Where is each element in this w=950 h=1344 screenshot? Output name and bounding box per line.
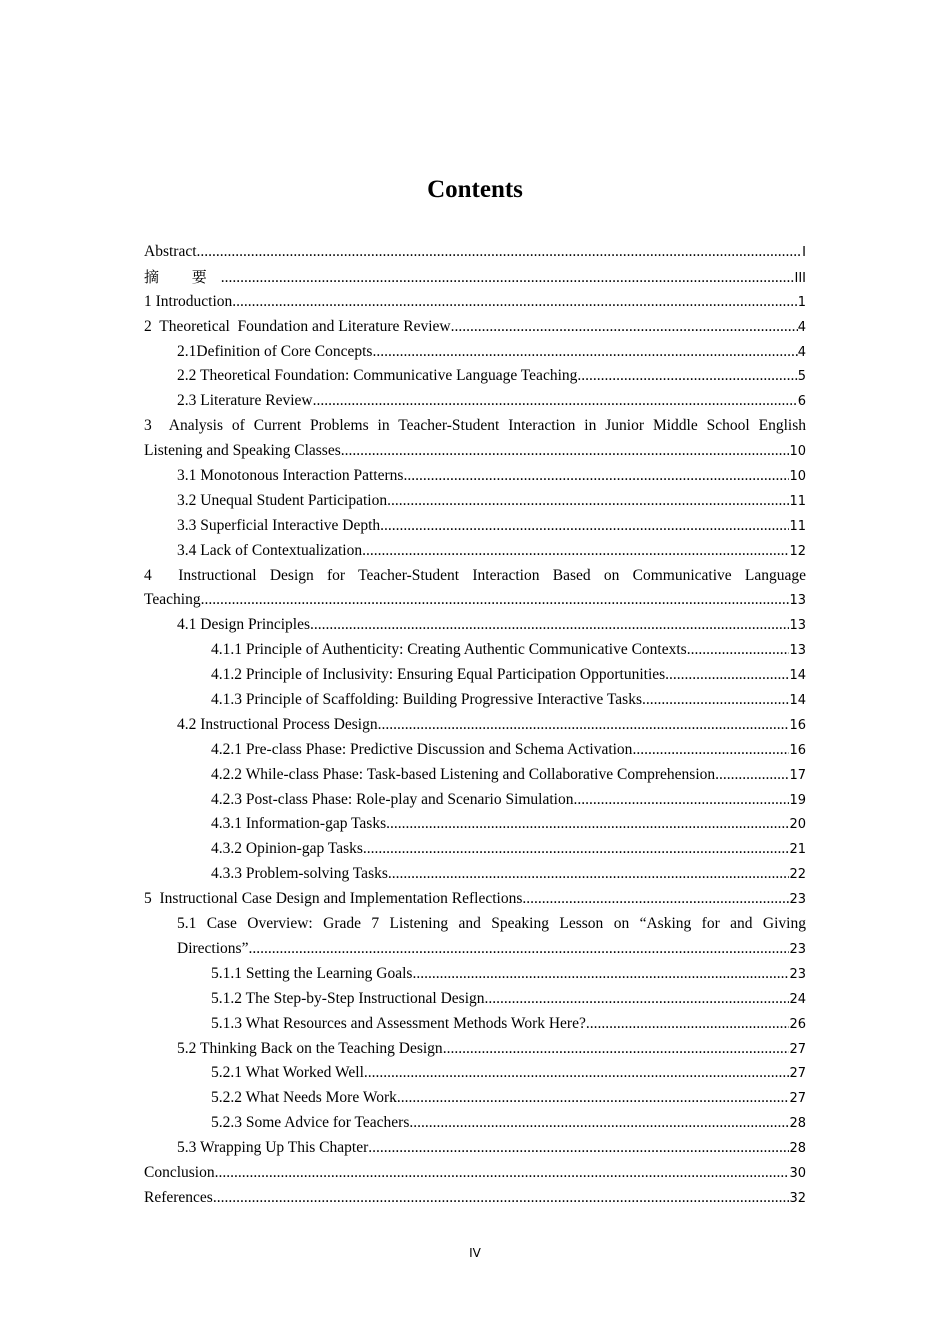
toc-page-number: 24 [789,991,806,1007]
toc-entry-text: 4.2.2 While-class Phase: Task-based Listening and Collaborative Comprehension [211,765,716,783]
toc-entry-text: 摘 要 [144,267,221,286]
toc-page-number: 26 [789,1016,806,1032]
toc-page-number: 13 [789,618,806,634]
toc-entry-text-line1: 5.1 Case Overview: Grade 7 Listening and Speaking Lesson on “Asking for and Giving [177,915,806,933]
toc-entry-text: Abstract [144,243,197,260]
toc-page-number: 11 [789,518,806,534]
toc-entry-3-3[interactable] [144,514,806,539]
dot-leader [213,1186,790,1211]
toc-entry-text: 4.2.3 Post-class Phase: Role-play and Scenario Simulation [211,790,574,808]
dot-leader [197,240,803,265]
toc-page-number: 4 [797,319,806,335]
dot-leader [388,862,790,887]
toc-entry-text: 5.3 Wrapping Up This Chapter [177,1139,369,1157]
toc-entry-text: 4.1.2 Principle of Inclusivity: Ensuring Equal Participation Opportunities [211,666,666,684]
toc-entry-4-1[interactable] [144,613,806,638]
toc-page-number: 30 [789,1165,806,1181]
toc-entry-text: 4.3.3 Problem-solving Tasks [211,865,388,883]
toc-entry-text: Conclusion [144,1163,215,1181]
toc-entry-conclusion[interactable] [144,1161,806,1186]
toc-page-number: 19 [789,792,806,808]
toc-entry-chapter-2[interactable] [144,315,806,340]
toc-entry-5-1-1[interactable] [144,962,806,987]
dot-leader [310,613,789,638]
toc-entry-text: 3.2 Unequal Student Participation [177,491,388,509]
dot-leader [665,663,789,688]
page-title: Contents [427,176,523,203]
dot-leader [313,389,798,414]
toc-page-number: 5 [797,369,806,385]
dot-leader [573,788,789,813]
dot-leader [577,364,797,389]
toc-entry-references[interactable] [144,1186,806,1211]
dot-leader [378,713,790,738]
toc-entry-text: 5 Instructional Case Design and Implementation Reflections [144,890,523,908]
toc-page-number: 13 [789,593,806,609]
toc-page-number: 17 [789,767,806,783]
toc-entry-text: 4.1 Design Principles [177,616,311,634]
dot-leader [386,812,789,837]
toc-entry-text: Directions” [177,939,249,957]
toc-entry-4-2-1[interactable] [144,738,806,763]
toc-entry-5-2[interactable] [144,1037,806,1062]
toc-entry-text: 2 Theoretical Foundation and Literature Review [144,317,451,335]
toc-entry-text: Listening and Speaking Classes [144,442,341,460]
toc-entry-2-3[interactable] [144,389,806,414]
dot-leader [522,887,789,912]
toc-entry-3-1[interactable] [144,464,806,489]
toc-entry-4-2-3[interactable] [144,788,806,813]
toc-entry-5-1-2[interactable] [144,987,806,1012]
dot-leader [363,837,790,862]
toc-page-number: 6 [797,394,806,410]
toc-entry-chapter-4[interactable] [144,564,806,614]
toc-entry-abstract[interactable] [144,240,806,265]
toc-page-number: 21 [789,842,806,858]
toc-entry-text: 5.2.1 What Worked Well [211,1064,364,1082]
dot-leader [715,763,789,788]
toc-entry-2-2[interactable] [144,364,806,389]
dot-leader [201,588,790,613]
toc-entry-text-line1: 3 Analysis of Current Problems in Teacher-Student Interaction in Junior Middle School English [144,417,806,435]
toc-entry-text: Teaching [144,591,201,609]
toc-entry-5-2-2[interactable] [144,1086,806,1111]
toc-entry-text: 4.2 Instructional Process Design [177,715,378,733]
dot-leader [412,962,789,987]
toc-page-number: 22 [789,867,806,883]
toc-entry-4-2[interactable] [144,713,806,738]
toc-page-number: I [802,245,806,260]
toc-entry-text: 5.1.2 The Step-by-Step Instructional Design [211,989,485,1007]
dot-leader [232,290,797,315]
toc-entry-text: 4.3.2 Opinion-gap Tasks [211,840,363,858]
dot-leader [368,1136,789,1161]
toc-page-number: 23 [789,892,806,908]
toc-page-number: 11 [789,493,806,509]
toc-entry-text: 2.1Definition of Core Concepts [177,342,373,360]
toc-entry-text: 5.1.1 Setting the Learning Goals [211,964,413,982]
dot-leader [341,439,790,464]
dot-leader [451,315,798,340]
dot-leader [586,1012,790,1037]
toc-page-number: 28 [789,1141,806,1157]
dot-leader [387,489,789,514]
toc-entry-chapter-3[interactable] [144,414,806,464]
toc-page-number: 32 [789,1190,806,1206]
toc-page-number: 23 [789,966,806,982]
dot-leader [632,738,789,763]
table-of-contents [144,240,806,1211]
toc-entry-text: 3.3 Superficial Interactive Depth [177,516,381,534]
toc-page-number: 12 [789,543,806,559]
toc-entry-text: 5.2.3 Some Advice for Teachers [211,1114,410,1132]
dot-leader [485,987,790,1012]
toc-page-number: 4 [797,344,806,360]
toc-entry-introduction[interactable] [144,290,806,315]
toc-entry-text-line1: 4 Instructional Design for Teacher-Student Interaction Based on Communicative Language [144,566,806,584]
toc-page-number: 14 [789,693,806,709]
toc-entry-text: 1 Introduction [144,292,233,310]
toc-entry-text: References [144,1188,213,1206]
toc-page-number: 14 [789,668,806,684]
toc-page-number: 13 [789,643,806,659]
dot-leader [362,539,789,564]
toc-page-number: 27 [789,1041,806,1057]
toc-entry-5-2-1[interactable] [144,1061,806,1086]
toc-entry-text: 2.3 Literature Review [177,392,313,410]
toc-entry-3-4[interactable] [144,539,806,564]
toc-entry-text: 5.2.2 What Needs More Work [211,1089,397,1107]
toc-page-number: 16 [789,717,806,733]
toc-page-number: 23 [789,941,806,957]
toc-entry-4-1-2[interactable] [144,663,806,688]
toc-entry-4-2-2[interactable] [144,763,806,788]
dot-leader [380,514,789,539]
toc-entry-5-1[interactable] [144,912,806,962]
toc-entry-text: 4.1.3 Principle of Scaffolding: Building Progressive Interactive Tasks [211,691,642,709]
toc-page-number: 10 [789,444,806,460]
dot-leader [221,266,795,291]
dot-leader [372,340,797,365]
dot-leader [215,1161,790,1186]
toc-entry-2-1[interactable] [144,340,806,365]
toc-page-number: 28 [789,1116,806,1132]
toc-entry-4-3-3[interactable] [144,862,806,887]
dot-leader [687,638,790,663]
dot-leader [642,688,789,713]
dot-leader [364,1061,790,1086]
toc-entry-4-3-1[interactable] [144,812,806,837]
toc-entry-text: 3.4 Lack of Contextualization [177,541,363,559]
toc-entry-text: 2.2 Theoretical Foundation: Communicative Language Teaching [177,367,578,385]
toc-entry-text: 4.2.1 Pre-class Phase: Predictive Discussion and Schema Activation [211,740,633,758]
toc-entry-3-2[interactable] [144,489,806,514]
toc-entry-text: 4.3.1 Information-gap Tasks [211,815,387,833]
toc-entry-text: 5.2 Thinking Back on the Teaching Design [177,1039,443,1057]
toc-entry-4-1-3[interactable] [144,688,806,713]
toc-page-number: 1 [797,294,806,310]
dot-leader [443,1037,790,1062]
toc-page-number: III [794,270,806,286]
toc-page-number: 16 [789,742,806,758]
toc-entry-text: 3.1 Monotonous Interaction Patterns [177,467,404,485]
toc-entry-5-2-3[interactable] [144,1111,806,1136]
dot-leader [403,464,789,489]
toc-entry-chinese-abstract[interactable] [144,265,806,290]
toc-entry-5-3[interactable] [144,1136,806,1161]
toc-page-number: 20 [789,817,806,833]
page-number-footer: IV [469,1246,481,1260]
toc-entry-5-1-3[interactable] [144,1012,806,1037]
toc-page-number: 27 [789,1066,806,1082]
toc-entry-4-1-1[interactable] [144,638,806,663]
toc-entry-4-3-2[interactable] [144,837,806,862]
dot-leader [409,1111,789,1136]
dot-leader [397,1086,790,1111]
dot-leader [248,937,789,962]
toc-entry-chapter-5[interactable] [144,887,806,912]
toc-page-number: 27 [789,1091,806,1107]
toc-page-number: 10 [789,469,806,485]
toc-entry-text: 5.1.3 What Resources and Assessment Methods Work Here? [211,1014,586,1032]
toc-entry-text: 4.1.1 Principle of Authenticity: Creating Authentic Communicative Contexts [211,641,687,659]
